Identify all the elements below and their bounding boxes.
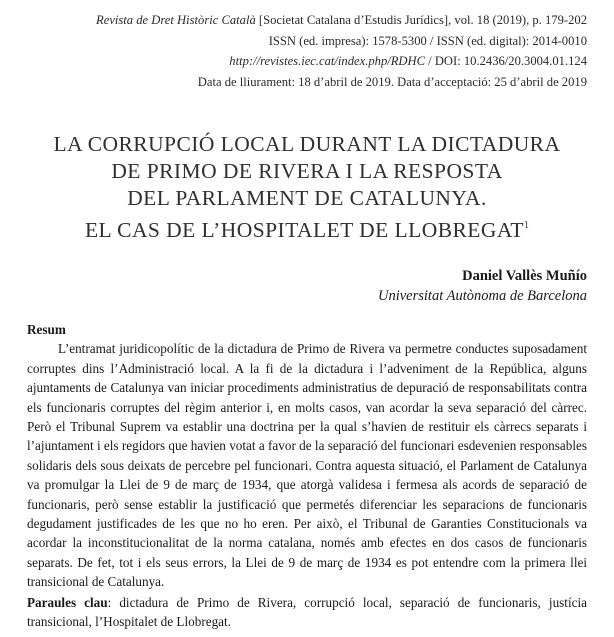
title-line-2: DE PRIMO DE RIVERA I LA RESPOSTA	[111, 159, 503, 183]
citation-line	[27, 10, 587, 31]
dates-line: Data de lliurament: 18 d’abril de 2019. Data d’acceptació: 25 d’abril de 2019	[197, 74, 587, 89]
author-affiliation: Universitat Autònoma de Barcelona	[377, 288, 587, 304]
title-line-3: DEL PARLAMENT DE CATALUNYA.	[127, 186, 487, 210]
issn-line: ISSN (ed. impresa): 1578-5300 / ISSN (ed. digital): 2014-0010	[268, 33, 587, 48]
title-line-1: LA CORRUPCIÓ LOCAL DURANT LA DICTADURA	[53, 132, 561, 156]
keywords	[27, 593, 587, 632]
footnote-mark[interactable]: 1	[524, 220, 530, 231]
keywords-text: : dictadura de Primo de Rivera, corrupció local, separació de funcionaris, justícia transicional, l’Hospitalet de Llobregat.	[27, 595, 587, 630]
abstract-heading: Resum	[27, 322, 66, 337]
title-line-4-text: EL CAS DE L’HOSPITALET DE LLOBREGAT	[84, 218, 525, 242]
abstract	[27, 320, 587, 592]
abstract-body: L’entramat juridicopolític de la dictadura de Primo de Rivera va permetre conductes suposadament corruptes dins l’Administració local. A la fi de la dictadura i l’adveniment de la República, alguns ajuntaments de Catalunya van iniciar procediments administratius de depuració de responsabilitats contra els funcionaris corruptes del règim anterior i, en molts casos, van acordar la seva separació del càrrec. Però el Tribunal Suprem va establir una doctrina per la qual s’havien de restituir els càrrecs separats i l’ajuntament i els regidors que havien votat a favor de la separació del funcionari esdevenien responsables solidaris dels sous deixats de percebre pel funcionari. Contra aquesta situació, el Parlament de Catalunya va promulgar la Llei de 9 de març de 1934, que atorgà validesa i fermesa als acords de separació de funcionaris, però sense establir la justificació que permetés diferenciar les separacions de funcionaris degudament justificades de les que no ho eren. Per això, el Tribunal de Garanties Constitucionals va acordar la inconstitucionalitat de la norma catalana, només amb efectes en dos casos de funcionaris separats. De fet, tot i els seus errors, la Llei de 9 de març de 1934 es pot entendre com la primera llei transicional de Catalunya.	[27, 341, 587, 590]
doi: / DOI: 10.2436/20.3004.01.124	[425, 54, 587, 69]
author-block	[27, 266, 587, 306]
article-title	[27, 131, 587, 244]
journal-url[interactable]: http://revistes.iec.cat/index.php/RDHC	[229, 54, 426, 69]
article-first-page	[27, 0, 587, 637]
keywords-label: Paraules clau	[27, 595, 108, 610]
journal-header	[27, 10, 587, 92]
citation-details: [Societat Catalana d’Estudis Jurídics], vol. 18 (2019), p. 179-202	[255, 13, 587, 27]
author-name: Daniel Vallès Muñío	[462, 268, 587, 284]
journal-name: Revista de Dret Històric Català	[96, 13, 256, 27]
title-line-4	[27, 212, 587, 244]
url-doi-line	[27, 51, 587, 72]
